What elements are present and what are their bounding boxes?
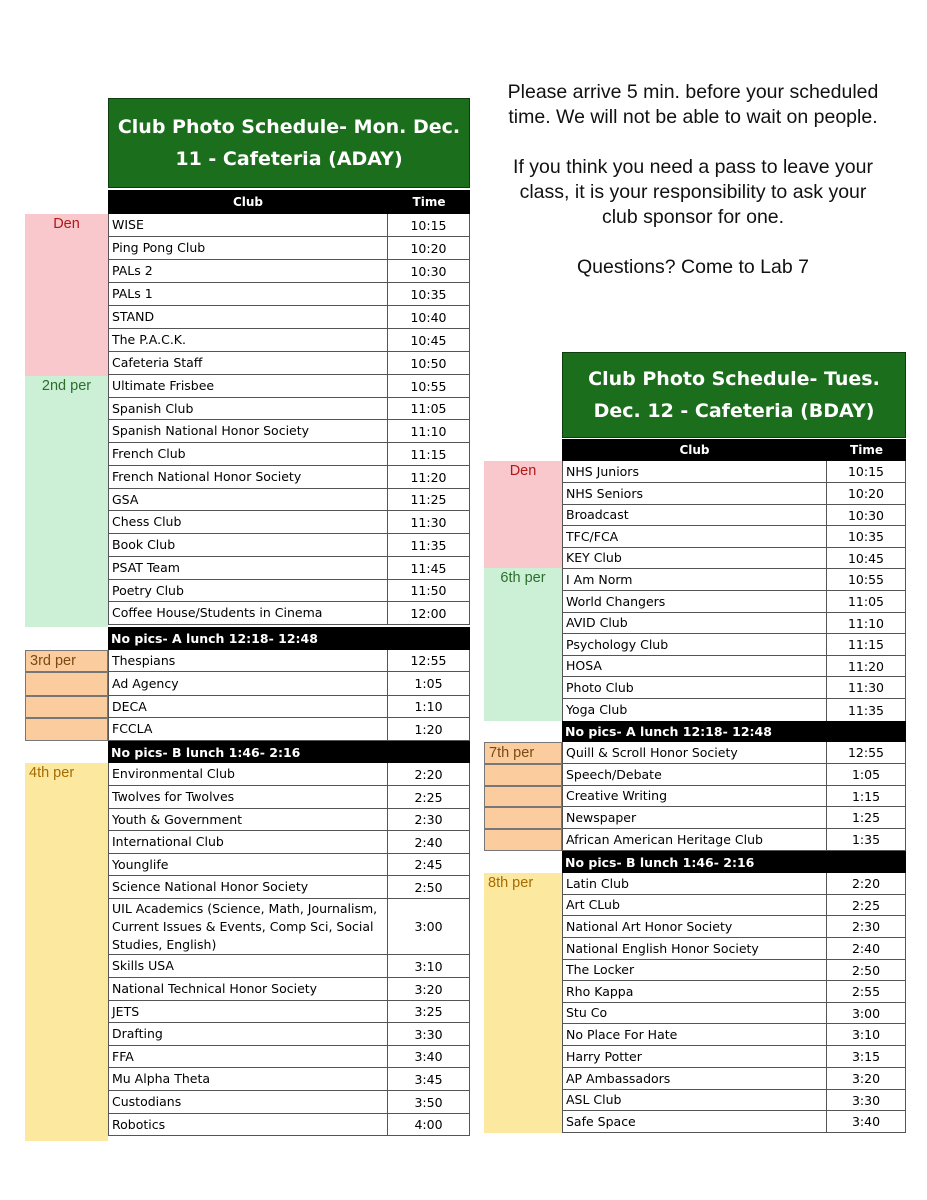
monday-club-name: Spanish Club — [108, 398, 388, 420]
tuesday-club-name: I Am Norm — [562, 569, 827, 591]
tuesday-col-time: Time — [850, 443, 883, 457]
monday-col-time: Time — [412, 195, 446, 209]
tuesday-photo-time: 3:20 — [827, 1068, 906, 1090]
tuesday-club-name: The Locker — [562, 960, 827, 981]
tuesday-photo-time: 2:55 — [827, 981, 906, 1003]
monday-photo-time: 11:15 — [388, 443, 470, 466]
tuesday-photo-time: 10:15 — [827, 461, 906, 483]
tuesday-table-row — [562, 613, 906, 634]
monday-photo-time: 11:50 — [388, 580, 470, 602]
monday-club-name: Thespians — [108, 650, 388, 672]
monday-period-2nd: 2nd per — [25, 376, 108, 627]
tuesday-table-row — [562, 938, 906, 960]
monday-photo-time: 2:25 — [388, 786, 470, 809]
monday-table-row — [108, 786, 470, 809]
tuesday-period-6th: 6th per — [484, 568, 562, 721]
tuesday-table-row — [562, 526, 906, 548]
monday-table-row — [108, 955, 470, 978]
monday-club-name: Coffee House/Students in Cinema — [108, 602, 388, 625]
monday-period-3rd: 3rd per — [25, 650, 108, 672]
monday-photo-time: 11:45 — [388, 557, 470, 580]
monday-club-name: PALs 1 — [108, 283, 388, 306]
tuesday-period-7th-slot — [484, 807, 562, 829]
tuesday-club-name: Yoga Club — [562, 699, 827, 722]
monday-photo-time: 12:55 — [388, 650, 470, 672]
tuesday-table-row — [562, 483, 906, 505]
monday-table-row — [108, 718, 470, 741]
monday-table-row — [108, 876, 470, 899]
monday-table-row — [108, 1091, 470, 1114]
monday-table-row — [108, 306, 470, 329]
tuesday-table-row — [562, 656, 906, 677]
tuesday-table-row — [562, 634, 906, 656]
tuesday-club-name: AVID Club — [562, 613, 827, 634]
monday-club-name: PALs 2 — [108, 260, 388, 283]
tuesday-lunch-b: No pics- B lunch 1:46- 2:16 — [562, 851, 906, 873]
monday-photo-time: 1:20 — [388, 718, 470, 741]
monday-photo-time: 3:00 — [388, 899, 470, 955]
monday-table-row — [108, 237, 470, 260]
monday-photo-time: 2:45 — [388, 854, 470, 876]
tuesday-photo-time: 1:05 — [827, 764, 906, 786]
monday-club-name: French National Honor Society — [108, 466, 388, 489]
tuesday-club-name: Speech/Debate — [562, 764, 827, 786]
tuesday-photo-time: 10:20 — [827, 483, 906, 505]
monday-club-name: DECA — [108, 696, 388, 718]
monday-club-name: FCCLA — [108, 718, 388, 741]
monday-table-row — [108, 809, 470, 831]
tuesday-table-row — [562, 569, 906, 591]
monday-table-row — [108, 602, 470, 625]
monday-table-row — [108, 899, 470, 955]
tuesday-club-name: National Art Honor Society — [562, 916, 827, 938]
monday-photo-time: 3:25 — [388, 1001, 470, 1023]
tuesday-club-name: Harry Potter — [562, 1046, 827, 1068]
tuesday-club-name: Quill & Scroll Honor Society — [562, 742, 827, 764]
tuesday-table-row — [562, 960, 906, 981]
monday-period-3rd-slot — [25, 718, 108, 741]
tuesday-photo-time: 2:25 — [827, 895, 906, 916]
monday-photo-time: 3:30 — [388, 1023, 470, 1046]
tuesday-club-name: Rho Kappa — [562, 981, 827, 1003]
monday-club-name: Ping Pong Club — [108, 237, 388, 260]
tuesday-table-row — [562, 1024, 906, 1046]
monday-col-club: Club — [232, 195, 264, 209]
monday-photo-time: 10:20 — [388, 237, 470, 260]
notice-pass: If you think you need a pass to leave your class, it is your responsibility to ask your club sponsor for one. — [513, 156, 873, 228]
monday-table-row — [108, 489, 470, 511]
monday-club-name: The P.A.C.K. — [108, 329, 388, 352]
monday-table-row — [108, 466, 470, 489]
monday-table-row — [108, 831, 470, 854]
tuesday-club-name: African American Heritage Club — [562, 829, 827, 851]
tuesday-photo-time: 3:40 — [827, 1111, 906, 1133]
monday-club-name: PSAT Team — [108, 557, 388, 580]
monday-photo-time: 11:35 — [388, 534, 470, 557]
tuesday-club-name: Newspaper — [562, 807, 827, 829]
tuesday-photo-time: 3:15 — [827, 1046, 906, 1068]
monday-club-name: Cafeteria Staff — [108, 352, 388, 375]
monday-photo-time: 10:40 — [388, 306, 470, 329]
monday-period-den: Den — [25, 214, 108, 376]
tuesday-title: Club Photo Schedule- Tues. Dec. 12 - Cafeteria (BDAY) — [562, 352, 906, 438]
monday-lunch-a: No pics- A lunch 12:18- 12:48 — [108, 627, 470, 650]
tuesday-table-row — [562, 981, 906, 1003]
monday-table-row — [108, 1001, 470, 1023]
tuesday-club-name: ASL Club — [562, 1090, 827, 1111]
tuesday-club-name: Stu Co — [562, 1003, 827, 1024]
tuesday-club-name: HOSA — [562, 656, 827, 677]
tuesday-photo-time: 3:10 — [827, 1024, 906, 1046]
tuesday-table-row — [562, 764, 906, 786]
monday-photo-time: 3:50 — [388, 1091, 470, 1114]
monday-club-name: Skills USA — [108, 955, 388, 978]
monday-header — [108, 190, 470, 214]
tuesday-table-row — [562, 1068, 906, 1090]
monday-photo-time: 10:30 — [388, 260, 470, 283]
tuesday-photo-time: 1:15 — [827, 786, 906, 807]
monday-table-row — [108, 511, 470, 534]
tuesday-period-7th-slot — [484, 829, 562, 851]
monday-table-row — [108, 696, 470, 718]
tuesday-table-row — [562, 1090, 906, 1111]
tuesday-photo-time: 2:20 — [827, 873, 906, 895]
monday-photo-time: 12:00 — [388, 602, 470, 625]
tuesday-table-row — [562, 916, 906, 938]
monday-club-name: French Club — [108, 443, 388, 466]
monday-photo-time: 11:30 — [388, 511, 470, 534]
tuesday-club-name: National English Honor Society — [562, 938, 827, 960]
tuesday-club-name: Psychology Club — [562, 634, 827, 656]
monday-photo-time: 2:20 — [388, 763, 470, 786]
tuesday-club-name: Creative Writing — [562, 786, 827, 807]
tuesday-photo-time: 11:30 — [827, 677, 906, 699]
monday-table-row — [108, 329, 470, 352]
tuesday-photo-time: 1:35 — [827, 829, 906, 851]
tuesday-period-den: Den — [484, 461, 562, 568]
monday-club-name: Custodians — [108, 1091, 388, 1114]
tuesday-table-row — [562, 895, 906, 916]
monday-club-name: JETS — [108, 1001, 388, 1023]
monday-photo-time: 3:40 — [388, 1046, 470, 1068]
monday-table-row — [108, 854, 470, 876]
monday-photo-time: 10:35 — [388, 283, 470, 306]
tuesday-table-row — [562, 829, 906, 851]
tuesday-table-row — [562, 677, 906, 699]
tuesday-table-row — [562, 742, 906, 764]
monday-club-name: Science National Honor Society — [108, 876, 388, 899]
monday-table-row — [108, 557, 470, 580]
tuesday-photo-time: 2:30 — [827, 916, 906, 938]
monday-photo-time: 3:20 — [388, 978, 470, 1001]
monday-table-row — [108, 375, 470, 398]
monday-period-3rd-slot — [25, 672, 108, 696]
tuesday-table-row — [562, 807, 906, 829]
monday-club-name: Poetry Club — [108, 580, 388, 602]
monday-table-row — [108, 580, 470, 602]
monday-club-name: Mu Alpha Theta — [108, 1068, 388, 1091]
tuesday-table-row — [562, 461, 906, 483]
monday-club-name: Chess Club — [108, 511, 388, 534]
tuesday-club-name: NHS Juniors — [562, 461, 827, 483]
tuesday-photo-time: 11:15 — [827, 634, 906, 656]
monday-lunch-b: No pics- B lunch 1:46- 2:16 — [108, 741, 470, 763]
tuesday-club-name: AP Ambassadors — [562, 1068, 827, 1090]
monday-period-4th: 4th per — [25, 763, 108, 1141]
tuesday-club-name: TFC/FCA — [562, 526, 827, 548]
tuesday-table-row — [562, 1046, 906, 1068]
monday-photo-time: 10:55 — [388, 375, 470, 398]
tuesday-table-row — [562, 1003, 906, 1024]
monday-club-name: WISE — [108, 214, 388, 237]
monday-club-name: Ad Agency — [108, 672, 388, 696]
tuesday-lunch-a: No pics- A lunch 12:18- 12:48 — [562, 721, 906, 742]
monday-photo-time: 2:50 — [388, 876, 470, 899]
monday-table-row — [108, 1046, 470, 1068]
tuesday-club-name: Safe Space — [562, 1111, 827, 1133]
monday-photo-time: 10:15 — [388, 214, 470, 237]
tuesday-photo-time: 11:35 — [827, 699, 906, 722]
tuesday-photo-time: 10:45 — [827, 548, 906, 569]
tuesday-photo-time: 1:25 — [827, 807, 906, 829]
monday-table-row — [108, 398, 470, 420]
monday-club-name: Twolves for Twolves — [108, 786, 388, 809]
monday-club-name: Younglife — [108, 854, 388, 876]
tuesday-club-name: Latin Club — [562, 873, 827, 895]
monday-table-row — [108, 672, 470, 696]
monday-photo-time: 11:10 — [388, 420, 470, 443]
monday-photo-time: 11:05 — [388, 398, 470, 420]
monday-table-row — [108, 1023, 470, 1046]
monday-club-name: Book Club — [108, 534, 388, 557]
monday-club-name: Robotics — [108, 1114, 388, 1136]
tuesday-club-name: NHS Seniors — [562, 483, 827, 505]
monday-photo-time: 3:45 — [388, 1068, 470, 1091]
tuesday-photo-time: 11:20 — [827, 656, 906, 677]
monday-photo-time: 10:50 — [388, 352, 470, 375]
tuesday-period-7th: 7th per — [484, 742, 562, 764]
tuesday-period-7th-slot — [484, 764, 562, 786]
tuesday-col-club: Club — [679, 443, 710, 457]
monday-table-row — [108, 420, 470, 443]
tuesday-table-row — [562, 591, 906, 613]
tuesday-club-name: No Place For Hate — [562, 1024, 827, 1046]
tuesday-photo-time: 10:35 — [827, 526, 906, 548]
monday-photo-time: 2:40 — [388, 831, 470, 854]
notice-questions: Questions? Come to Lab 7 — [577, 256, 809, 278]
monday-table-row — [108, 283, 470, 306]
monday-photo-time: 1:10 — [388, 696, 470, 718]
monday-table-row — [108, 443, 470, 466]
monday-club-name: UIL Academics (Science, Math, Journalism, Current Issues & Events, Comp Sci, Social Studies, English) — [108, 899, 388, 955]
monday-photo-time: 4:00 — [388, 1114, 470, 1136]
tuesday-club-name: World Changers — [562, 591, 827, 613]
monday-photo-time: 3:10 — [388, 955, 470, 978]
monday-club-name: FFA — [108, 1046, 388, 1068]
tuesday-photo-time: 2:40 — [827, 938, 906, 960]
tuesday-period-7th-slot — [484, 786, 562, 807]
tuesday-club-name: Art CLub — [562, 895, 827, 916]
monday-title: Club Photo Schedule- Mon. Dec. 11 - Cafeteria (ADAY) — [108, 98, 470, 188]
tuesday-club-name: KEY Club — [562, 548, 827, 569]
monday-club-name: Youth & Government — [108, 809, 388, 831]
tuesday-table-row — [562, 786, 906, 807]
monday-club-name: Ultimate Frisbee — [108, 375, 388, 398]
tuesday-header — [562, 439, 906, 461]
monday-table-row — [108, 650, 470, 672]
monday-table-row — [108, 352, 470, 375]
monday-club-name: Spanish National Honor Society — [108, 420, 388, 443]
monday-period-3rd-slot — [25, 696, 108, 718]
monday-photo-time: 2:30 — [388, 809, 470, 831]
tuesday-period-8th: 8th per — [484, 873, 562, 1133]
monday-club-name: International Club — [108, 831, 388, 854]
monday-club-name: Drafting — [108, 1023, 388, 1046]
monday-club-name: STAND — [108, 306, 388, 329]
monday-photo-time: 11:20 — [388, 466, 470, 489]
tuesday-photo-time: 2:50 — [827, 960, 906, 981]
tuesday-photo-time: 3:30 — [827, 1090, 906, 1111]
monday-photo-time: 10:45 — [388, 329, 470, 352]
tuesday-photo-time: 10:30 — [827, 505, 906, 526]
monday-table-row — [108, 978, 470, 1001]
tuesday-table-row — [562, 548, 906, 569]
tuesday-photo-time: 3:00 — [827, 1003, 906, 1024]
tuesday-photo-time: 11:10 — [827, 613, 906, 634]
monday-table-row — [108, 214, 470, 237]
notice — [500, 80, 886, 305]
tuesday-table-row — [562, 873, 906, 895]
tuesday-table-row — [562, 699, 906, 722]
monday-club-name: GSA — [108, 489, 388, 511]
tuesday-photo-time: 12:55 — [827, 742, 906, 764]
monday-table-row — [108, 763, 470, 786]
monday-table-row — [108, 534, 470, 557]
monday-club-name: Environmental Club — [108, 763, 388, 786]
tuesday-club-name: Photo Club — [562, 677, 827, 699]
monday-table-row — [108, 260, 470, 283]
tuesday-club-name: Broadcast — [562, 505, 827, 526]
notice-arrive: Please arrive 5 min. before your scheduled time. We will not be able to wait on people. — [507, 81, 879, 128]
tuesday-photo-time: 10:55 — [827, 569, 906, 591]
tuesday-photo-time: 11:05 — [827, 591, 906, 613]
tuesday-table-row — [562, 505, 906, 526]
monday-club-name: National Technical Honor Society — [108, 978, 388, 1001]
tuesday-table-row — [562, 1111, 906, 1133]
monday-photo-time: 1:05 — [388, 672, 470, 696]
monday-table-row — [108, 1114, 470, 1136]
monday-photo-time: 11:25 — [388, 489, 470, 511]
monday-table-row — [108, 1068, 470, 1091]
